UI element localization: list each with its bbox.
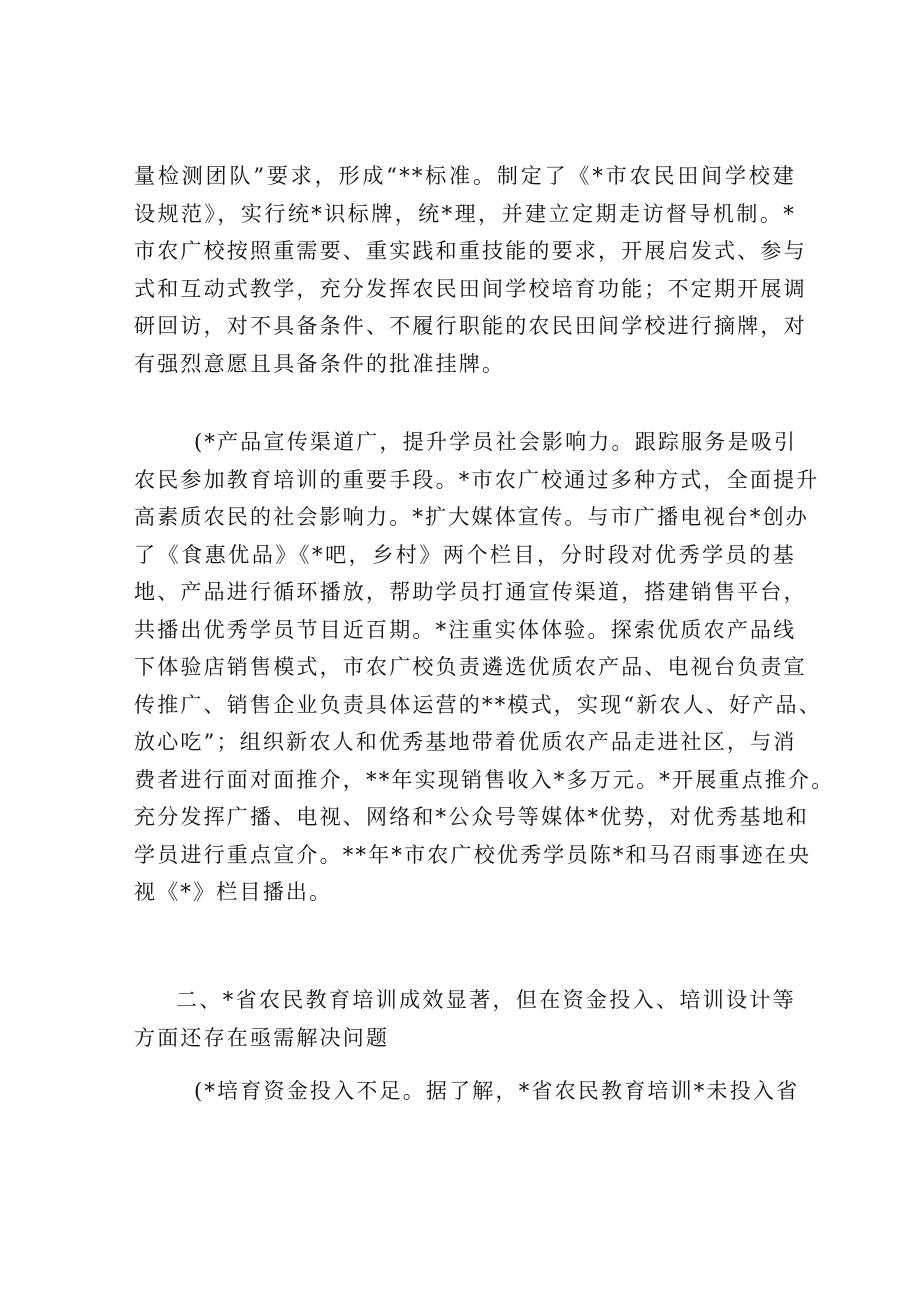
paragraph-line: 有强烈意愿且具备条件的批准挂牌。 bbox=[134, 351, 506, 376]
paragraph-line: 传推广、销售企业负责具体运营的**模式，实现“新农人、好产品、 bbox=[134, 692, 822, 717]
paragraph-funding-shortage bbox=[134, 1073, 800, 1111]
paragraph-line: 费者进行面对面推介，**年实现销售收入*多万元。*开展重点推介。 bbox=[134, 767, 835, 792]
paragraph-line: 高素质农民的社会影响力。*扩大媒体宣传。与市广播电视台*创办 bbox=[134, 505, 809, 529]
heading-line: 方面还存在亟需解决问题 bbox=[134, 1025, 390, 1050]
paragraph-line: 下体验店销售模式，市农广校负责遴选优质农产品、电视台负责宣 bbox=[134, 655, 807, 679]
paragraph-line: 放心吃”；组织新农人和优秀基地带着优质农产品走进社区，与消 bbox=[134, 730, 797, 754]
paragraph-line: 量检测团队”要求，形成“**标准。制定了《*市农民田间学校建 bbox=[134, 164, 796, 188]
heading-line: 二、*省农民教育培训成效显著，但在资金投入、培训设计等 bbox=[176, 988, 796, 1012]
paragraph-line: 农民参加教育培训的重要手段。*市农广校通过多种方式，全面提升 bbox=[134, 467, 820, 492]
paragraph-line: 式和互动式教学，充分发挥农民田间学校培育功能；不定期开展调 bbox=[134, 276, 807, 301]
paragraph-line: (*产品宣传渠道广，提升学员社会影响力。跟踪服务是吸引 bbox=[194, 430, 798, 454]
paragraph-field-school-standards bbox=[134, 158, 807, 383]
paragraph-line: 视《*》栏目播出。 bbox=[134, 880, 333, 904]
paragraph-line: 地、产品进行循环播放，帮助学员打通宣传渠道，搭建销售平台， bbox=[134, 580, 807, 604]
paragraph-line: 共播出优秀学员节目近百期。*注重实体体验。探索优质农产品线 bbox=[134, 617, 797, 642]
paragraph-line: 市农广校按照重需要、重实践和重技能的要求，开展启发式、参与 bbox=[134, 239, 807, 263]
paragraph-line: (*培育资金投入不足。据了解，*省农民教育培训*未投入省 bbox=[194, 1079, 800, 1103]
paragraph-line: 充分发挥广播、电视、网络和*公众号等媒体*优势，对优秀基地和 bbox=[134, 805, 809, 829]
paragraph-line: 设规范》，实行统*识标牌，统*理，并建立定期走访督导机制。* bbox=[134, 201, 796, 226]
paragraph-line: 研回访，对不具备条件、不履行职能的农民田间学校进行摘牌，对 bbox=[134, 314, 807, 338]
paragraph-line: 了《食惠优品》《*吧，乡村》两个栏目，分时段对优秀学员的基 bbox=[134, 542, 796, 567]
section-heading-two bbox=[134, 982, 796, 1057]
paragraph-line: 学员进行重点宣介。**年*市农广校优秀学员陈*和马召雨事迹在央 bbox=[134, 842, 812, 867]
paragraph-product-promotion bbox=[134, 424, 835, 912]
